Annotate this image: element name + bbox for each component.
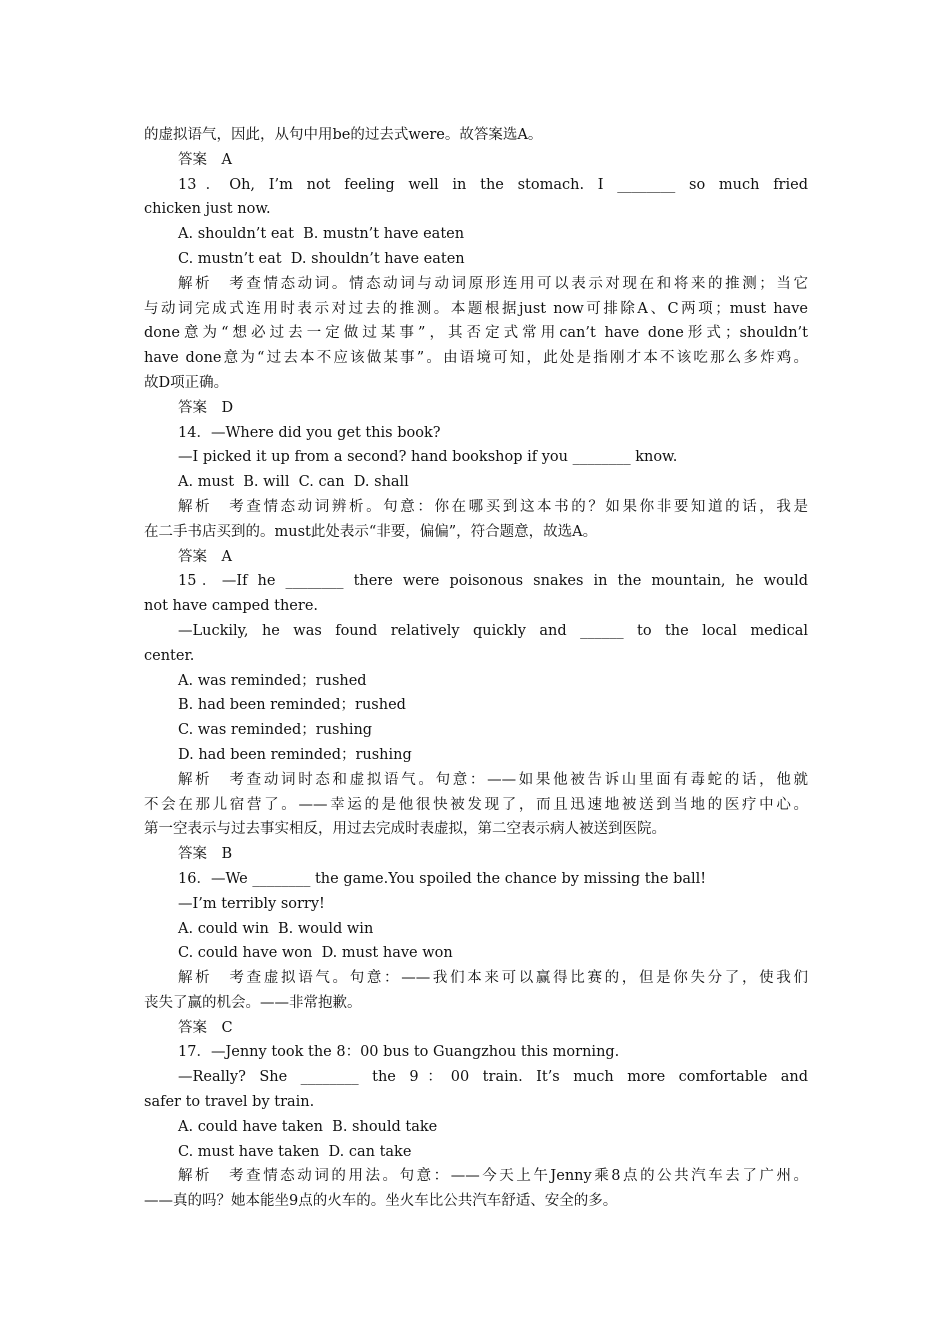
text-line: 第一空表示与过去事实相反，用过去完成时表虚拟，第二空表示病人被送到医院。	[144, 821, 666, 838]
text-line: D. had been reminded；rushing	[178, 746, 412, 763]
text-line: —I picked it up from a second? hand bookshop if you ________ know.	[178, 449, 678, 466]
text-line: 解析 考查情态动词。情态动词与动词原形连用可以表示对现在和将来的推测；当它	[178, 275, 808, 292]
text-line: 不会在那儿宿营了。——幸运的是他很快被发现了，而且迅速地被送到当地的医疗中心。	[144, 796, 808, 813]
text-line: 17．—Jenny took the 8：00 bus to Guangzhou this morning.	[178, 1044, 620, 1061]
text-line: A. was reminded；rushed	[178, 672, 367, 689]
text-line: —Really? She ________ the 9：00 train. It’s much more comfortable and	[178, 1069, 808, 1086]
text-line: 在二手书店买到的。must此处表示“非要，偏偏”，符合题意，故选A。	[144, 523, 598, 540]
text-line: 丧失了赢的机会。——非常抱歉。	[144, 994, 362, 1011]
text-line: 答案 D	[178, 399, 234, 416]
text-line: 13．Oh, I’m not feeling well in the stomach. I ________ so much fried	[178, 176, 808, 193]
text-line: A. shouldn’t eat B. mustn’t have eaten	[178, 226, 465, 243]
text-line: safer to travel by train.	[144, 1094, 315, 1111]
text-line: have done意为“过去本不应该做某事”。由语境可知，此处是指刚才本不该吃那么多炸鸡。	[144, 350, 808, 367]
text-line: A. could have taken B. should take	[178, 1118, 438, 1135]
text-line: A. could win B. would win	[178, 920, 374, 937]
text-line: 14．—Where did you get this book?	[178, 424, 441, 441]
text-line: 解析 考查虚拟语气。句意：——我们本来可以赢得比赛的，但是你失分了，使我们	[178, 970, 808, 987]
text-line: chicken just now.	[144, 201, 271, 218]
text-line: 15．—If he ________ there were poisonous snakes in the mountain, he would	[178, 573, 808, 590]
text-line: 解析 考查情态动词的用法。句意：——今天上午Jenny乘8点的公共汽车去了广州。	[178, 1168, 808, 1185]
text-line: C. was reminded；rushing	[178, 722, 373, 739]
text-line: B. had been reminded；rushed	[178, 697, 406, 714]
text-line: C. mustn’t eat D. shouldn’t have eaten	[178, 250, 465, 267]
text-line: 的虚拟语气，因此，从句中用be的过去式were。故答案选A。	[144, 127, 543, 143]
text-line: 与动词完成式连用时表示对过去的推测。本题根据just now可排除A、C两项；must have	[144, 300, 808, 317]
text-line: 答案 C	[178, 1019, 233, 1036]
text-line: —I’m terribly sorry!	[178, 895, 325, 912]
text-line: center.	[144, 647, 195, 664]
text-line: done意为“想必过去一定做过某事”，其否定式常用can’t have done形式；shouldn’t	[144, 325, 808, 342]
text-line: C. must have taken D. can take	[178, 1143, 412, 1160]
text-line: 答案 B	[178, 846, 233, 863]
text-line: 答案 A	[178, 151, 232, 168]
text-line: —Luckily, he was found relatively quickly and ______ to the local medical	[178, 622, 808, 639]
text-line: 故D项正确。	[144, 374, 229, 391]
text-line: 解析 考查情态动词辨析。句意：你在哪买到这本书的？如果你非要知道的话，我是	[178, 498, 808, 515]
text-line: not have camped there.	[144, 598, 319, 615]
text-line: ——真的吗？她本能坐9点的火车的。坐火车比公共汽车舒适、安全的多。	[144, 1193, 618, 1210]
text-line: 答案 A	[178, 548, 232, 565]
text-line: C. could have won D. must have won	[178, 945, 453, 962]
text-line: 16．—We ________ the game.You spoiled the chance by missing the ball!	[178, 870, 707, 887]
text-line: 解析 考查动词时态和虚拟语气。句意：——如果他被告诉山里面有毒蛇的话，他就	[178, 771, 808, 788]
document-body	[144, 123, 808, 1214]
text-line: A. must B. will C. can D. shall	[178, 474, 409, 491]
